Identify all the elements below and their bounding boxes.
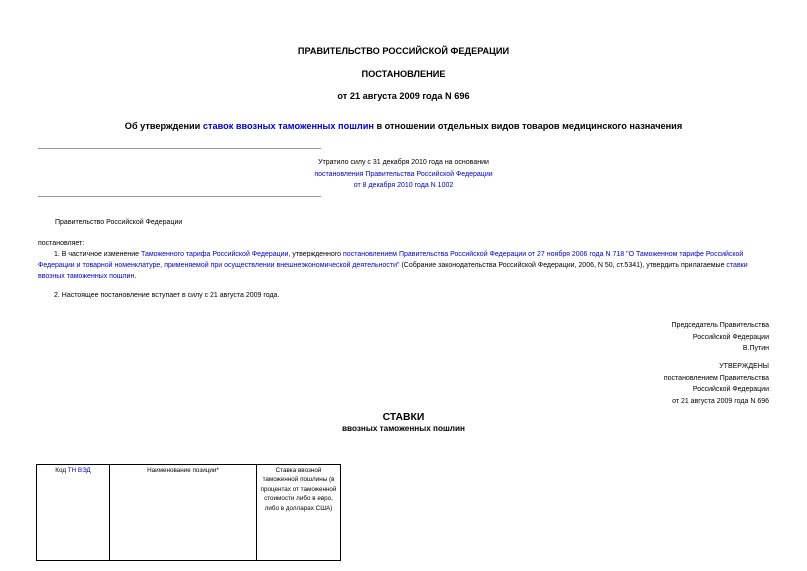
header-date-number: от 21 августа 2009 года N 696 — [337, 91, 470, 101]
header-code — [37, 465, 110, 561]
paragraph-1 — [38, 249, 770, 283]
link-rates[interactable]: ставки ввозных таможенных пошлин — [38, 262, 748, 281]
p1-text-d: . — [134, 273, 137, 281]
title-before: Об утверждении — [124, 121, 203, 131]
signature-line2: Российской Федерации — [692, 333, 769, 341]
resolves-label: постановляет: — [38, 240, 85, 247]
p1-text-a: 1. В частичное изменение — [54, 251, 141, 258]
title-rates-link[interactable]: ставок ввозных таможенных пошлин — [202, 121, 374, 131]
p1-text-c: (Собрание законодательства Российской Федерации, 2006, N 50, ст.5341), утвердить прилагаемые — [399, 262, 727, 270]
p1-text-b: , утвержденного — [288, 251, 344, 258]
table-header-row — [37, 465, 341, 561]
title-after: в отношении отдельных видов товаров медицинского назначения — [373, 121, 683, 131]
header-rate: Ставка ввозной таможенной пошлины (в процентах от таможенной стоимости либо в евро, либо в долларах США) — [257, 465, 341, 561]
header-doc-type: ПОСТАНОВЛЕНИЕ — [361, 69, 446, 79]
approval-line4: от 21 августа 2009 года N 696 — [672, 397, 769, 405]
approval-line3: Российской Федерации — [692, 386, 769, 393]
header-name: Наименование позиции* — [110, 465, 257, 561]
status-note-line1: Утратило силу с 31 декабря 2010 года на основании — [318, 159, 489, 166]
rates-table — [36, 464, 341, 561]
status-note-link-decree[interactable]: постановления Правительства Российской Федерации — [314, 170, 493, 178]
approval-line1: УТВЕРЖДЕНЫ — [719, 363, 769, 370]
header-government: ПРАВИТЕЛЬСТВО РОССИЙСКОЙ ФЕДЕРАЦИИ — [297, 46, 510, 56]
rates-title: СТАВКИ — [382, 412, 425, 423]
signature-block — [672, 320, 769, 355]
signature-line3: В.Путин — [742, 345, 769, 352]
divider-bottom — [38, 196, 321, 197]
status-note-link-date[interactable]: от 8 декабря 2010 года N 1002 — [353, 182, 454, 189]
document-title — [0, 121, 807, 131]
paragraph-2: 2. Настоящее постановление вступает в силу с 21 августа 2009 года. — [54, 292, 280, 299]
link-decree-718[interactable]: постановлением Правительства Российской Федерации от 27 ноября 2006 года N 718 "О Таможенном тарифе Российской Федерации и товарной номенклатуре, применяемой при осуществлении внешнеэкономической деятельности" — [38, 251, 744, 270]
status-note — [0, 157, 807, 192]
rates-subtitle: ввозных таможенных пошлин — [341, 424, 465, 433]
government-name: Правительство Российской Федерации — [55, 219, 183, 226]
link-tn-ved[interactable]: ТН ВЭД — [67, 467, 91, 474]
approval-block — [664, 361, 769, 407]
link-customs-tariff[interactable]: Таможенного тарифа Российской Федерации — [141, 251, 289, 258]
header-code-text: Код — [55, 467, 68, 474]
signature-line1: Председатель Правительства — [671, 322, 769, 329]
approval-line2: постановлением Правительства — [663, 374, 769, 382]
divider-top — [38, 148, 321, 149]
